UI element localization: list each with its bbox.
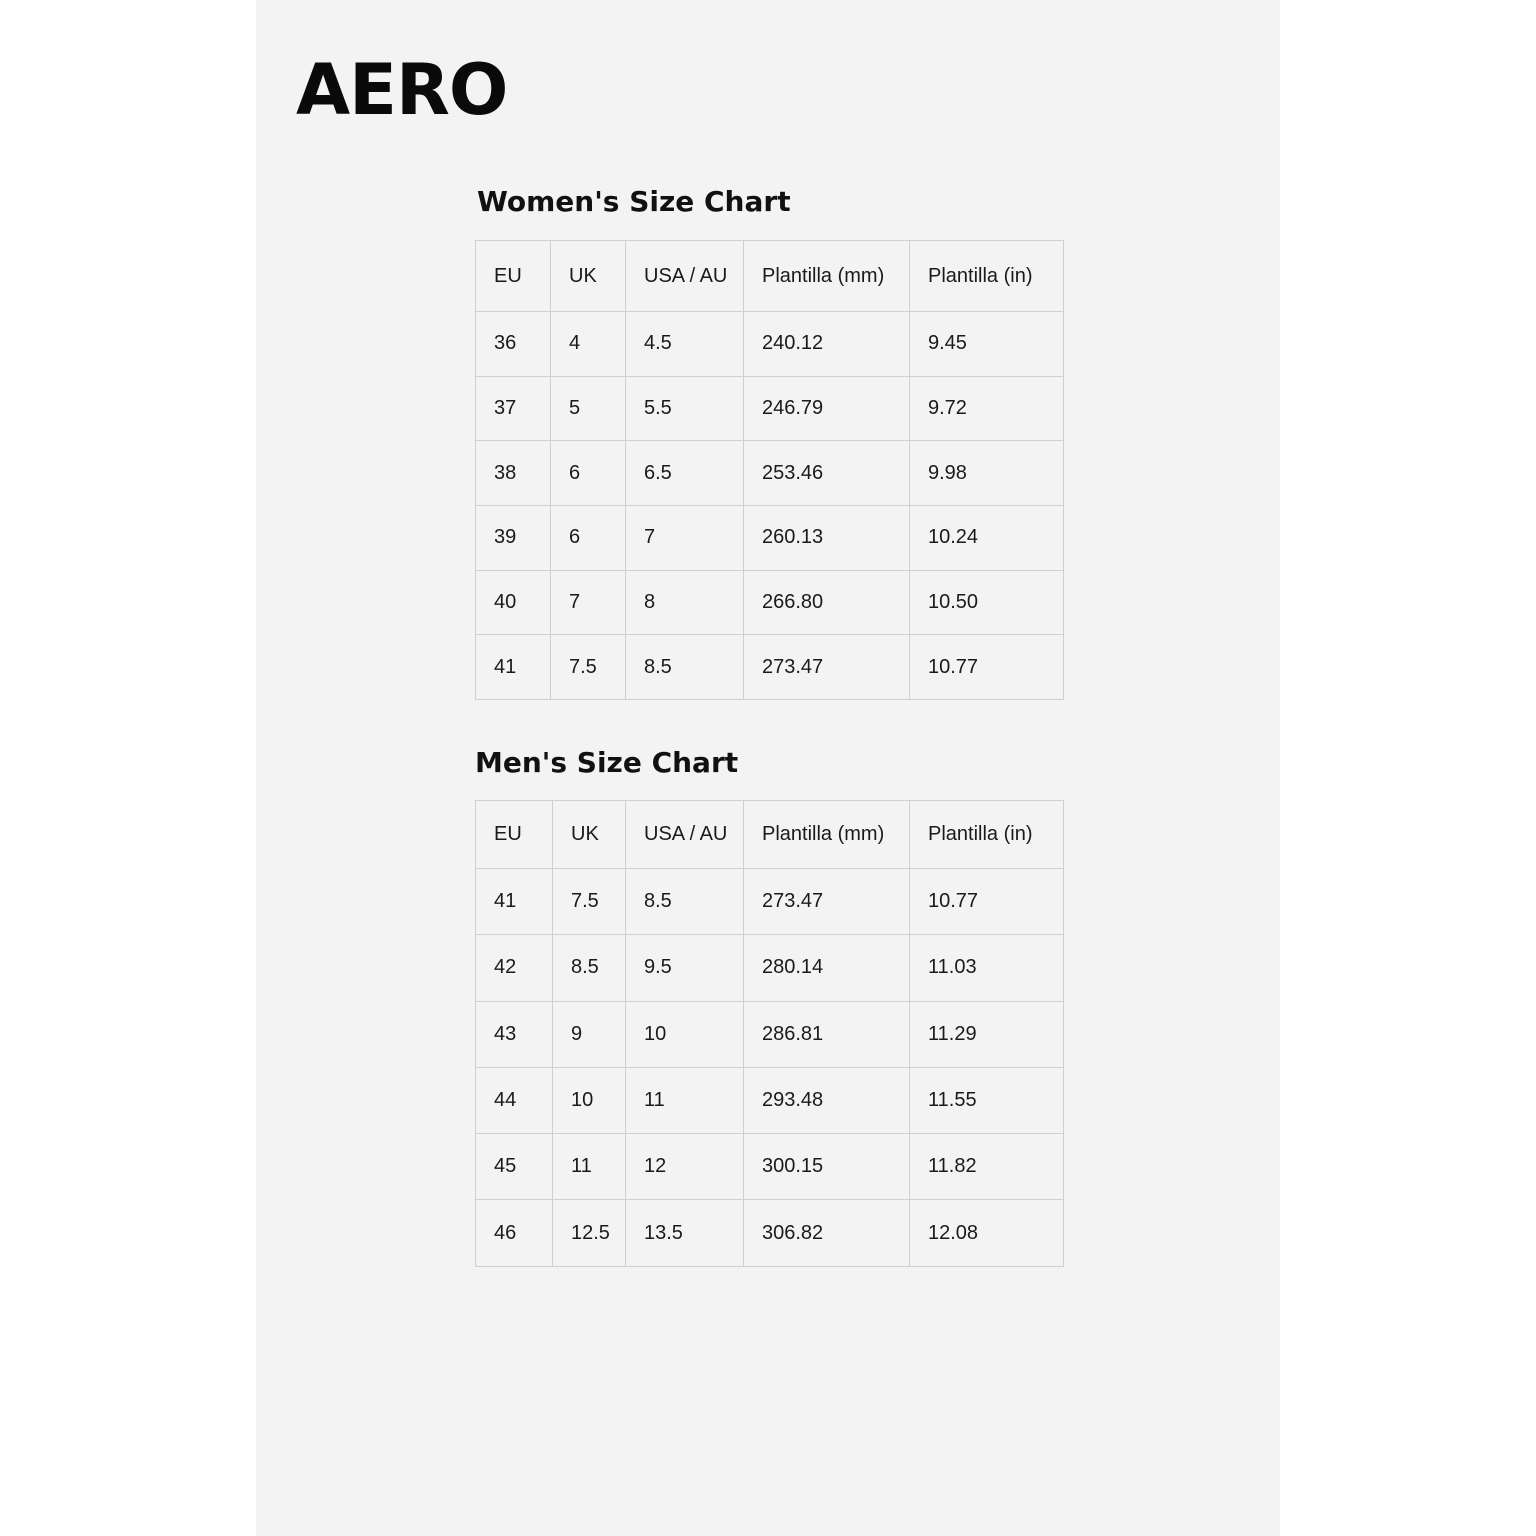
cell-insole-in: 9.45 — [910, 312, 1064, 377]
table-row — [476, 1001, 1064, 1067]
cell-insole-in: 11.82 — [910, 1134, 1064, 1200]
cell-uk: 7.5 — [551, 635, 626, 700]
column-header-eu: EU — [476, 801, 553, 869]
cell-eu: 41 — [476, 869, 553, 935]
cell-uk: 7 — [551, 570, 626, 635]
cell-eu: 41 — [476, 635, 551, 700]
table-row — [476, 570, 1064, 635]
column-header-insole-in: Plantilla (in) — [910, 801, 1064, 869]
table-row — [476, 1200, 1064, 1266]
table-row — [476, 1067, 1064, 1133]
cell-usa-au: 6.5 — [626, 441, 744, 506]
cell-usa-au: 8.5 — [626, 635, 744, 700]
cell-insole-mm: 293.48 — [744, 1067, 910, 1133]
cell-uk: 7.5 — [553, 869, 626, 935]
cell-eu: 37 — [476, 376, 551, 441]
cell-usa-au: 10 — [626, 1001, 744, 1067]
table-row — [476, 376, 1064, 441]
cell-insole-mm: 260.13 — [744, 506, 910, 571]
cell-insole-mm: 286.81 — [744, 1001, 910, 1067]
cell-usa-au: 7 — [626, 506, 744, 571]
cell-usa-au: 4.5 — [626, 312, 744, 377]
column-header-insole-mm: Plantilla (mm) — [744, 241, 910, 312]
column-header-insole-mm: Plantilla (mm) — [744, 801, 910, 869]
cell-usa-au: 9.5 — [626, 935, 744, 1001]
men-size-table — [475, 800, 1064, 1267]
cell-uk: 11 — [553, 1134, 626, 1200]
cell-uk: 10 — [553, 1067, 626, 1133]
cell-insole-in: 11.03 — [910, 935, 1064, 1001]
table-header-row — [476, 801, 1064, 869]
brand-logo: AERO — [296, 49, 508, 131]
cell-uk: 6 — [551, 506, 626, 571]
women-size-table — [475, 240, 1064, 700]
cell-eu: 46 — [476, 1200, 553, 1266]
table-row — [476, 935, 1064, 1001]
cell-insole-mm: 306.82 — [744, 1200, 910, 1266]
cell-insole-mm: 253.46 — [744, 441, 910, 506]
cell-eu: 42 — [476, 935, 553, 1001]
cell-eu: 43 — [476, 1001, 553, 1067]
cell-eu: 39 — [476, 506, 551, 571]
cell-uk: 12.5 — [553, 1200, 626, 1266]
table-row — [476, 1134, 1064, 1200]
cell-usa-au: 12 — [626, 1134, 744, 1200]
women-size-chart-title: Women's Size Chart — [477, 185, 791, 218]
cell-uk: 5 — [551, 376, 626, 441]
column-header-uk: UK — [553, 801, 626, 869]
cell-eu: 36 — [476, 312, 551, 377]
table-row — [476, 312, 1064, 377]
size-chart-page — [256, 0, 1280, 1536]
cell-usa-au: 13.5 — [626, 1200, 744, 1266]
men-size-chart-title: Men's Size Chart — [475, 746, 739, 779]
cell-uk: 6 — [551, 441, 626, 506]
cell-insole-in: 10.50 — [910, 570, 1064, 635]
column-header-uk: UK — [551, 241, 626, 312]
cell-usa-au: 8 — [626, 570, 744, 635]
table-row — [476, 869, 1064, 935]
column-header-eu: EU — [476, 241, 551, 312]
cell-eu: 40 — [476, 570, 551, 635]
cell-usa-au: 8.5 — [626, 869, 744, 935]
cell-eu: 45 — [476, 1134, 553, 1200]
cell-insole-in: 10.77 — [910, 869, 1064, 935]
cell-insole-mm: 273.47 — [744, 635, 910, 700]
cell-uk: 9 — [553, 1001, 626, 1067]
cell-insole-mm: 280.14 — [744, 935, 910, 1001]
table-header-row — [476, 241, 1064, 312]
column-header-usa-au: USA / AU — [626, 241, 744, 312]
cell-eu: 44 — [476, 1067, 553, 1133]
cell-insole-in: 12.08 — [910, 1200, 1064, 1266]
cell-insole-in: 11.55 — [910, 1067, 1064, 1133]
table-row — [476, 506, 1064, 571]
cell-insole-in: 9.98 — [910, 441, 1064, 506]
column-header-insole-in: Plantilla (in) — [910, 241, 1064, 312]
cell-insole-mm: 246.79 — [744, 376, 910, 441]
cell-eu: 38 — [476, 441, 551, 506]
cell-insole-in: 10.24 — [910, 506, 1064, 571]
cell-insole-in: 9.72 — [910, 376, 1064, 441]
cell-insole-in: 11.29 — [910, 1001, 1064, 1067]
cell-insole-mm: 240.12 — [744, 312, 910, 377]
cell-usa-au: 11 — [626, 1067, 744, 1133]
cell-insole-mm: 273.47 — [744, 869, 910, 935]
column-header-usa-au: USA / AU — [626, 801, 744, 869]
cell-uk: 4 — [551, 312, 626, 377]
table-row — [476, 441, 1064, 506]
cell-usa-au: 5.5 — [626, 376, 744, 441]
cell-insole-in: 10.77 — [910, 635, 1064, 700]
table-row — [476, 635, 1064, 700]
cell-insole-mm: 266.80 — [744, 570, 910, 635]
cell-insole-mm: 300.15 — [744, 1134, 910, 1200]
cell-uk: 8.5 — [553, 935, 626, 1001]
